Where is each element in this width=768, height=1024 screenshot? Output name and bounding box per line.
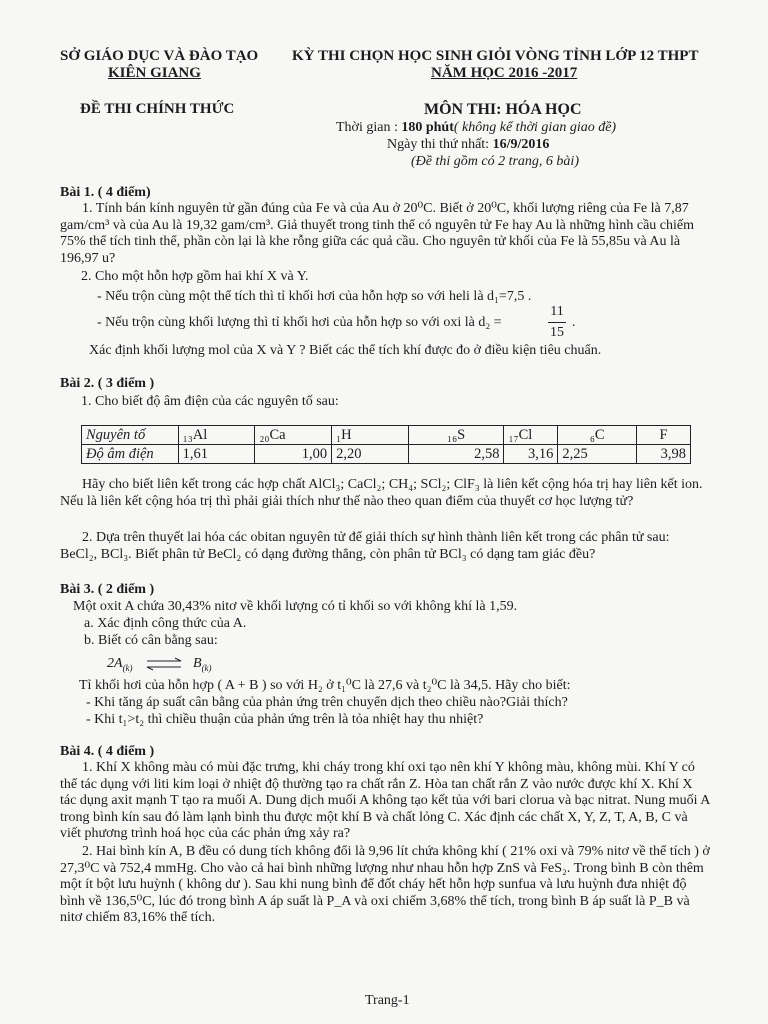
bai4-question2: 2. Hai bình kín A, B đều có dung tích không đổi là 9,96 lít chứa không khí ( 21% oxi và 79% nitơ về thể tích ) ở 27,3⁰C và 752,4 mmHg. Cho vào cả hai bình những lượng như nhau hỗn hợp ZnS và FeS₂. Trong bình B còn thêm một ít bột lưu huỳnh ( không dư ). Sau khi nung bình để đốt cháy hết hỗn hợp sunfua và lưu huỳnh đưa nhiệt độ bình về 136,5⁰C, lúc đó trong bình A áp suất là P_A và oxi chiếm 3,68% thể tích, trong bình B áp suất là P_B và nitơ chiếm 83,16% thể tích. <box>60 844 710 926</box>
time-line <box>336 119 616 136</box>
bai3-title: Bài 3. ( 2 điểm ) <box>60 582 155 597</box>
official-label: ĐỀ THI CHÍNH THỨC <box>80 101 235 117</box>
bai3-ask1: - Khi tăng áp suất cân bằng của phản ứng trên chuyển dịch theo chiều nào?Giải thích? <box>86 695 568 710</box>
bai3-part-b: b. Biết có cân bằng sau: <box>84 633 218 648</box>
bai1-condition1: - Nếu trộn cùng một thể tích thì tỉ khối hơi của hỗn hợp so với heli là d₁=7,5 . <box>97 289 532 304</box>
bai2-question1: 1. Cho biết độ âm điện của các nguyên tố sau: <box>81 394 339 409</box>
table-cell: ₂₀Ca <box>255 426 332 445</box>
table-cell: 3,98 <box>637 445 691 464</box>
bai3-ask2: - Khi t₁>t₂ thì chiều thuận của phản ứng trên là tỏa nhiệt hay thu nhiệt? <box>86 712 484 727</box>
bai3-ratio: Tỉ khối hơi của hỗn hợp ( A + B ) so với H₂ ở t₁⁰C là 27,6 và t₂⁰C là 34,5. Hãy cho biết: <box>79 678 571 693</box>
department-name: SỞ GIÁO DỤC VÀ ĐÀO TẠO <box>60 48 259 64</box>
table-cell: ₁₃Al <box>178 426 255 445</box>
eq-left: 2A <box>107 656 123 671</box>
pages-note: (Đề thi gồm có 2 trang, 6 bài) <box>411 154 579 169</box>
fraction-denominator: 15 <box>550 325 564 340</box>
time-label: Thời gian : <box>336 120 402 135</box>
bai2-paragraph1: Hãy cho biết liên kết trong các hợp chất AlCl₃; CaCl₂; CH₄; SCl₂; ClF₃ là liên kết cộng hóa trị hay liên kết ion. Nếu là liên kết cộng hóa trị thì phải giải thích như thế nào theo quan điểm của thuyết cơ học lượng tử? <box>60 477 703 509</box>
equilibrium-product <box>193 655 212 672</box>
time-note: ( không kể thời gian giao đề) <box>453 120 617 135</box>
table-cell: F <box>637 426 691 445</box>
table-header-electronegativity: Độ âm điện <box>82 445 179 464</box>
eq-right: B <box>193 656 202 671</box>
equilibrium-arrows-icon <box>145 657 183 671</box>
bai1-task: Xác định khối lượng mol của X và Y ? Biết các thể tích khí được đo ở điều kiện tiêu chuẩn. <box>89 343 602 358</box>
exam-title: KỲ THI CHỌN HỌC SINH GIỎI VÒNG TỈNH LỚP 12 THPT <box>292 48 699 64</box>
bai1-question1: 1. Tính bán kính nguyên tử gần đúng của Fe và của Au ở 20⁰C. Biết ở 20⁰C, khối lượng riêng của Fe là 7,87 gam/cm³ và của Au là 19,32 gam/cm³. Giả thuyết trong tinh thể có nguyên tử Fe hay Au là những hình cầu chiếm 75% thể tích tinh thể, phần còn lại là khe rỗng giữa các quả cầu. Cho nguyên tử khối của Fe là 55,85u và Au là 196,97 u? <box>60 201 694 266</box>
period-mark: . <box>572 315 576 330</box>
bai2-title: Bài 2. ( 3 điểm ) <box>60 376 155 391</box>
table-cell: 2,20 <box>332 445 409 464</box>
fraction-bar <box>548 322 566 323</box>
time-value: 180 phút <box>401 120 454 135</box>
table-cell: 2,25 <box>558 445 637 464</box>
table-header-element: Nguyên tố <box>82 426 179 445</box>
table-row <box>82 426 691 445</box>
page-number: Trang-1 <box>365 993 410 1008</box>
table-row <box>82 445 691 464</box>
bai1-question2: 2. Cho một hỗn hợp gồm hai khí X và Y. <box>81 269 309 284</box>
equilibrium-equation <box>107 655 133 672</box>
table-cell: ₁₆S <box>408 426 504 445</box>
bai4-title: Bài 4. ( 4 điểm ) <box>60 744 155 759</box>
date-value: 16/9/2016 <box>492 137 550 152</box>
table-cell: 2,58 <box>408 445 504 464</box>
bai1-condition2: - Nếu trộn cùng khối lượng thì tỉ khối hơi của hỗn hợp so với oxi là d₂ = <box>97 315 502 330</box>
eq-left-state: (k) <box>122 662 133 673</box>
table-cell: 1,00 <box>255 445 332 464</box>
table-cell: 1,61 <box>178 445 255 464</box>
electronegativity-table <box>81 425 691 464</box>
table-cell: 3,16 <box>504 445 558 464</box>
subject-title: MÔN THI: HÓA HỌC <box>424 101 582 118</box>
table-cell: ₁₇Cl <box>504 426 558 445</box>
table-cell: ₆C <box>558 426 637 445</box>
eq-right-state: (k) <box>201 662 212 673</box>
table-cell: ₁H <box>332 426 409 445</box>
bai3-part-a: a. Xác định công thức của A. <box>84 616 247 631</box>
fraction-numerator: 11 <box>550 304 564 319</box>
bai2-question2: 2. Dựa trên thuyết lai hóa các obitan nguyên tử để giải thích sự hình thành liên kết trong các phân tử sau: BeCl₂, BCl₃. Biết phân tử BeCl₂ có dạng đường thẳng, còn phân tử BCl₃ có dạng tam giác đều? <box>60 530 670 562</box>
date-label: Ngày thi thứ nhất: <box>387 137 493 152</box>
date-line <box>387 136 549 153</box>
province-name: KIÊN GIANG <box>108 65 201 81</box>
bai3-statement: Một oxit A chứa 30,43% nitơ về khối lượng có tỉ khối so với không khí là 1,59. <box>73 599 518 614</box>
bai4-question1: 1. Khí X không màu có mùi đặc trưng, khi cháy trong khí oxi tạo nên khí Y không màu, không mùi. Khí Y có thể tác dụng với liti kim loại ở nhiệt độ thường tạo ra chất rắn Z. Hòa tan chất rắn Z vào nước được khí X. Khí X tác dụng axit mạnh T tạo ra muối A. Dung dịch muối A không tạo kết tủa với bari clorua và bạc nitrat. Nung muối A trong bình kín sau đó làm lạnh bình thu được một khí B và chất lỏng C. Xác định các chất X, Y, Z, T, A, B, C và viết phương trình hoá học của các phản ứng xảy ra? <box>60 760 710 842</box>
bai1-title: Bài 1. ( 4 điểm) <box>60 185 151 200</box>
school-year: NĂM HỌC 2016 -2017 <box>431 65 578 81</box>
